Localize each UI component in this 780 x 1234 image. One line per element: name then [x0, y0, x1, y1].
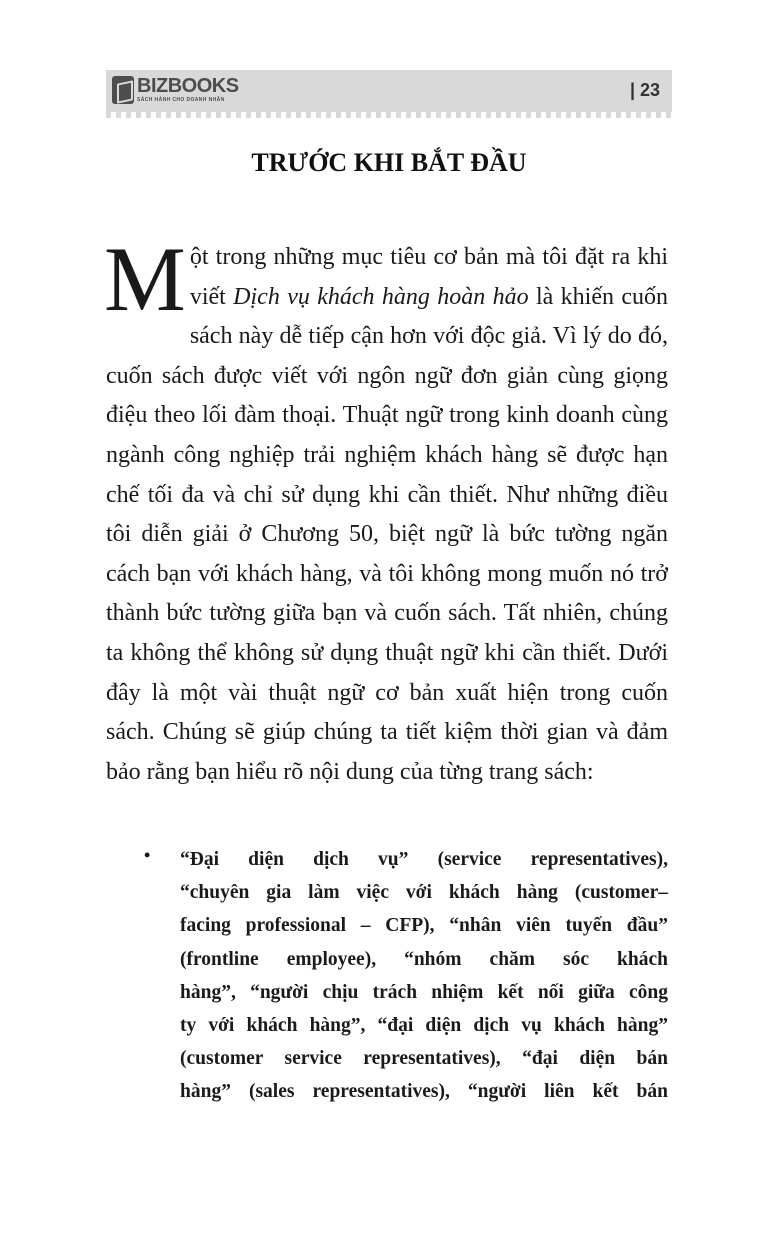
bullet-line: hàng” (sales representatives), “người liên kết bán: [180, 1081, 668, 1103]
book-title-italic: Dịch vụ khách hàng hoàn hảo: [233, 283, 529, 310]
paragraph-rest: là khiến cuốn sách này dễ tiếp cận hơn với độc giả. Vì lý do đó, cuốn sách được viết với ngôn ngữ đơn giản cùng giọng điệu theo lối đàm thoại. Thuật ngữ trong kinh doanh cùng ngành công nghiệp trải nghiệm khách hàng sẽ được hạn chế tối đa và chỉ sử dụng khi cần thiết. Như những điều tôi diễn giải ở Chương 50, biệt ngữ là bức tường ngăn cách bạn với khách hàng, và tôi không mong muốn nó trở thành bức tường giữa bạn và cuốn sách. Tất nhiên, chúng ta không thể không sử dụng thuật ngữ khi cần thiết. Dưới đây là một vài thuật ngữ cơ bản xuất hiện trong cuốn sách. Chúng sẽ giúp chúng ta tiết kiệm thời gian và đảm bảo rằng bạn hiểu rõ nội dung của từng trang sách:: [106, 283, 668, 785]
page-number: | 23: [629, 80, 660, 100]
bullet-line: “Đại diện dịch vụ” (service representatives),: [180, 849, 668, 870]
term-list: [106, 843, 668, 1109]
bullet-line: (customer service representatives), “đại diện bán: [180, 1048, 668, 1070]
logo-name: BIZBOOKS: [137, 75, 239, 97]
chapter-title: TRƯỚC KHI BẮT ĐẦU: [251, 148, 527, 177]
body-paragraph: [104, 228, 668, 792]
bizbooks-logo: [112, 76, 239, 108]
book-icon: [112, 76, 134, 104]
page-header: [106, 70, 672, 112]
bullet-line: “chuyên gia làm việc với khách hàng (customer–: [180, 882, 668, 904]
logo-tagline: SÁCH HÀNH CHO DOANH NHÂN: [137, 97, 225, 103]
bullet-line: hàng”, “người chịu trách nhiệm kết nối giữa công: [180, 981, 668, 1003]
paragraph-intro: ột trong những mục tiêu cơ bản mà tôi đặt ra khi viết: [189, 244, 668, 310]
list-item: [106, 843, 668, 1109]
bullet-line: facing professional – CFP), “nhân viên tuyến đầu”: [180, 915, 668, 937]
bullet-line: ty với khách hàng”, “đại diện dịch vụ khách hàng”: [180, 1015, 668, 1037]
drop-cap: M: [104, 228, 186, 330]
bullet-line: (frontline employee), “nhóm chăm sóc khách: [180, 948, 668, 970]
bullet-icon: •: [144, 845, 151, 865]
